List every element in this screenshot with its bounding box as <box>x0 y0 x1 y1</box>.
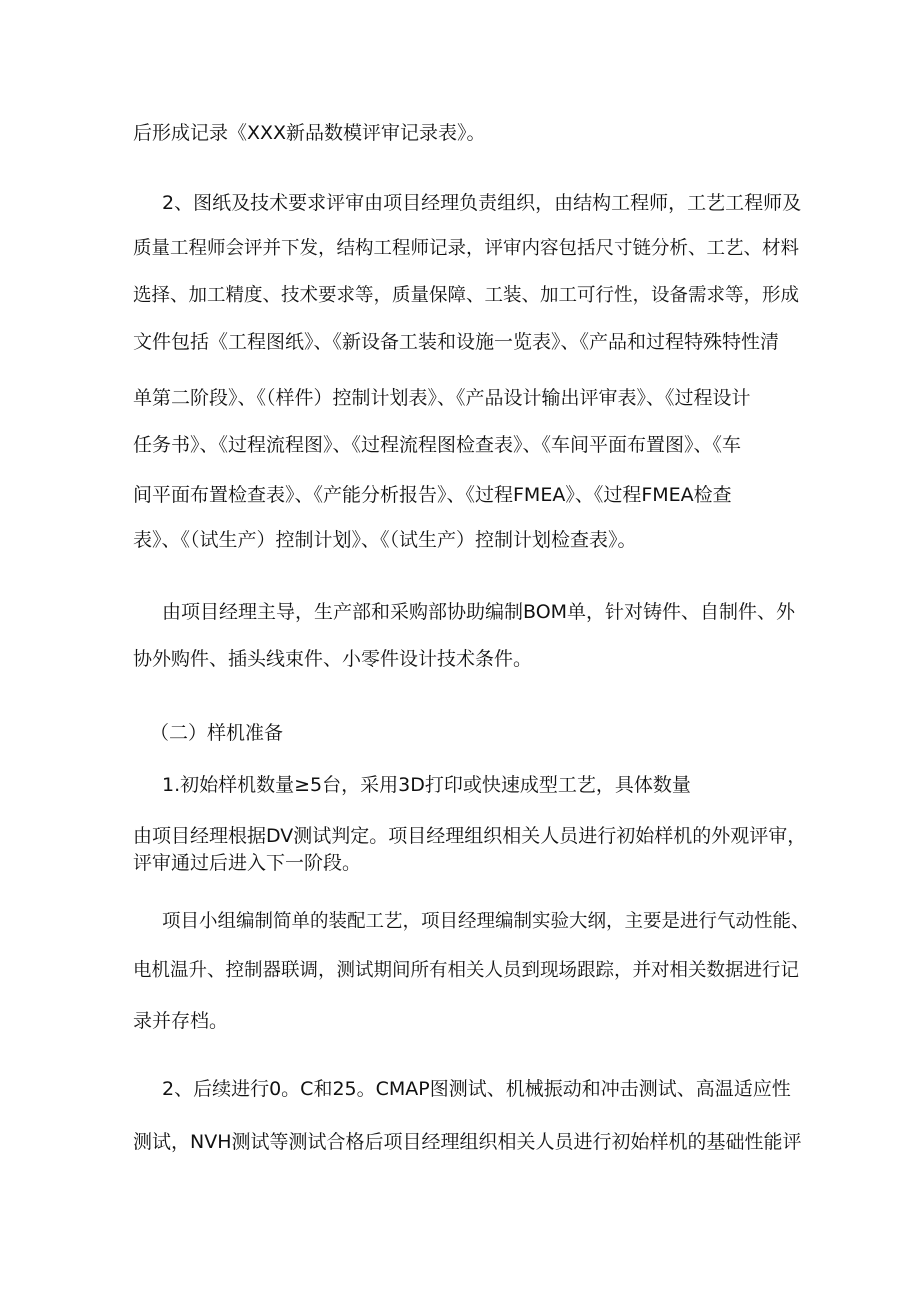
paragraph-line: 后形成记录《XXX新品数模评审记录表》。 <box>133 122 486 144</box>
paragraph-line: 任务书》、《过程流程图》、《过程流程图检查表》、《车间平面布置图》、《车 <box>133 434 742 456</box>
paragraph-line: 项目小组编制简单的装配工艺，项目经理编制实验大纲，主要是进行气动性能、 <box>162 911 810 932</box>
paragraph-line: 电机温升、控制器联调，测试期间所有相关人员到现场跟踪，并对相关数据进行记 <box>133 960 800 981</box>
paragraph-line: 单第二阶段》、《（样件）控制计划表》、《产品设计输出评审表》、《过程设计 <box>133 387 751 409</box>
paragraph-line: 2、后续进行0。C和25。CMAP图测试、机械振动和冲击测试、高温适应性 <box>162 1078 791 1100</box>
paragraph-line: 评审通过后进入下一阶段。 <box>133 852 362 874</box>
paragraph-line: 测试，NVH测试等测试合格后项目经理组织相关人员进行初始样机的基础性能评 <box>133 1131 802 1153</box>
paragraph-line: 选择、加工精度、技术要求等，质量保障、工装、加工可行性，设备需求等，形成 <box>133 285 800 306</box>
paragraph-line: 2、图纸及技术要求评审由项目经理负责组织，由结构工程师，工艺工程师及 <box>162 192 802 214</box>
paragraph-line: 间平面布置检查表》、《产能分析报告》、《过程FMEA》、《过程FMEA检查 <box>133 484 732 506</box>
paragraph-line: 1.初始样机数量≥5台，采用3D打印或快速成型工艺，具体数量 <box>162 774 691 796</box>
paragraph-line: 录并存档。 <box>133 1010 229 1032</box>
paragraph-line: 文件包括《工程图纸》、《新设备工装和设施一览表》、《产品和过程特殊特性清 <box>133 331 780 353</box>
paragraph-line: 质量工程师会评并下发，结构工程师记录，评审内容包括尺寸链分析、工艺、材料 <box>133 238 800 259</box>
paragraph-line: 协外购件、插头线束件、小零件设计技术条件。 <box>133 648 533 670</box>
section-heading: （二）样机准备 <box>150 722 284 744</box>
paragraph-line: 由项目经理根据DV测试判定。项目经理组织相关人员进行初始样机的外观评审， <box>133 825 807 847</box>
paragraph-line: 由项目经理主导，生产部和采购部协助编制BOM单，针对铸件、自制件、外 <box>162 601 796 623</box>
paragraph-line: 表》、《（试生产）控制计划》、《（试生产）控制计划检查表》。 <box>133 529 637 551</box>
